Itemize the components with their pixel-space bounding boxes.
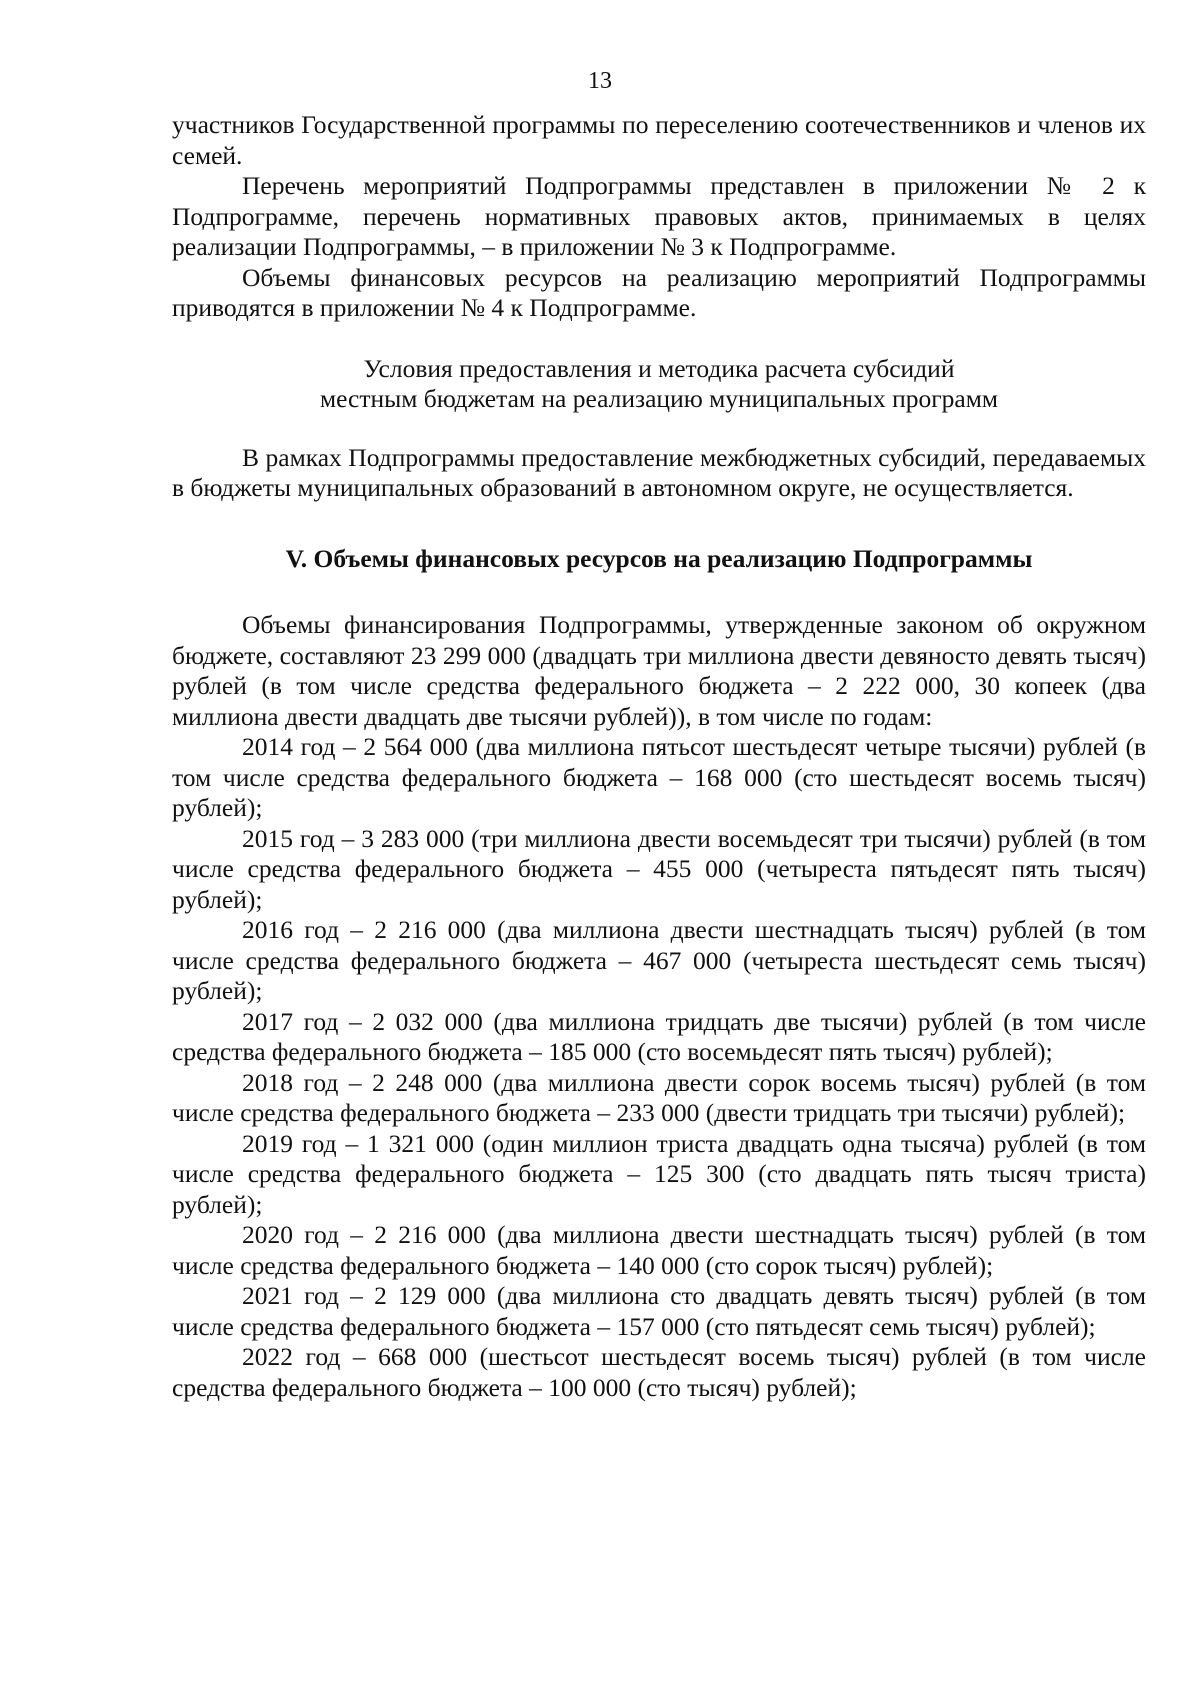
financing-intro-paragraph: Объемы финансирования Подпрограммы, утвержденные законом об окружном бюджете, составляют 23 299 000 (двадцать три миллиона двести девяносто девять тысяч) рублей (в том числе средства федерального бюджета – 2 222 000, 30 копеек (два миллиона двести двадцать две тысячи рублей)), в том числе по годам: <box>172 610 1146 731</box>
section-heading: V. Объемы финансовых ресурсов на реализацию Подпрограммы <box>285 543 1033 573</box>
year-paragraph: 2014 год – 2 564 000 (два миллиона пятьсот шестьдесят четыре тысячи) рублей (в том числе средства федерального бюджета – 168 000 (сто шестьдесят восемь тысяч) рублей); <box>172 732 1146 822</box>
year-paragraph: 2017 год – 2 032 000 (два миллиона тридцать две тысячи) рублей (в том числе средства федерального бюджета – 185 000 (сто восемьдесят пять тысяч) рублей); <box>172 1006 1146 1066</box>
subsidies-heading <box>172 354 1146 415</box>
year-paragraph: 2016 год – 2 216 000 (два миллиона двести шестнадцать тысяч) рублей (в том числе средства федерального бюджета – 467 000 (четыреста шестьдесят семь тысяч) рублей); <box>172 915 1146 1005</box>
subsidies-paragraph: В рамках Подпрограммы предоставление межбюджетных субсидий, передаваемых в бюджеты муниципальных образований в автономном округе, не осуществляется. <box>172 442 1146 502</box>
year-paragraph: 2022 год – 668 000 (шестьсот шестьдесят восемь тысяч) рублей (в том числе средства федерального бюджета – 100 000 (сто тысяч) рублей); <box>172 1342 1146 1402</box>
year-paragraph: 2019 год – 1 321 000 (один миллион триста двадцать одна тысяча) рублей (в том числе средства федерального бюджета – 125 300 (сто двадцать пять тысяч триста) рублей); <box>172 1128 1146 1219</box>
year-paragraph: 2015 год – 3 283 000 (три миллиона двести восемьдесят три тысячи) рублей (в том числе средства федерального бюджета – 455 000 (четыреста пятьдесят пять тысяч) рублей); <box>172 823 1146 914</box>
document-body <box>172 110 1146 1403</box>
year-paragraph: 2021 год – 2 129 000 (два миллиона сто двадцать девять тысяч) рублей (в том числе средства федерального бюджета – 157 000 (сто пятьдесят семь тысяч) рублей); <box>172 1281 1146 1341</box>
subsidies-heading-line: Условия предоставления и методика расчета субсидий <box>363 353 955 383</box>
intro-paragraph: участников Государственной программы по переселению соотечественников и членов их семей. <box>172 110 1146 170</box>
subsidies-heading-line: местным бюджетам на реализацию муниципальных программ <box>319 384 999 413</box>
intro-paragraph: Объемы финансовых ресурсов на реализацию мероприятий Подпрограммы приводятся в приложении № 4 к Подпрограмме. <box>172 262 1146 322</box>
year-paragraph: 2020 год – 2 216 000 (два миллиона двести шестнадцать тысяч) рублей (в том числе средства федерального бюджета – 140 000 (сто сорок тысяч) рублей); <box>172 1220 1146 1280</box>
intro-paragraph: Перечень мероприятий Подпрограммы представлен в приложении № 2 к Подпрограмме, перечень нормативных правовых актов, принимаемых в целях реализации Подпрограммы, – в приложении № 3 к Подпрограмме. <box>172 171 1146 261</box>
page-number: 13 <box>588 68 612 94</box>
year-paragraph: 2018 год – 2 248 000 (два миллиона двести сорок восемь тысяч) рублей (в том числе средства федерального бюджета – 233 000 (двести тридцать три тысячи) рублей); <box>172 1067 1146 1127</box>
